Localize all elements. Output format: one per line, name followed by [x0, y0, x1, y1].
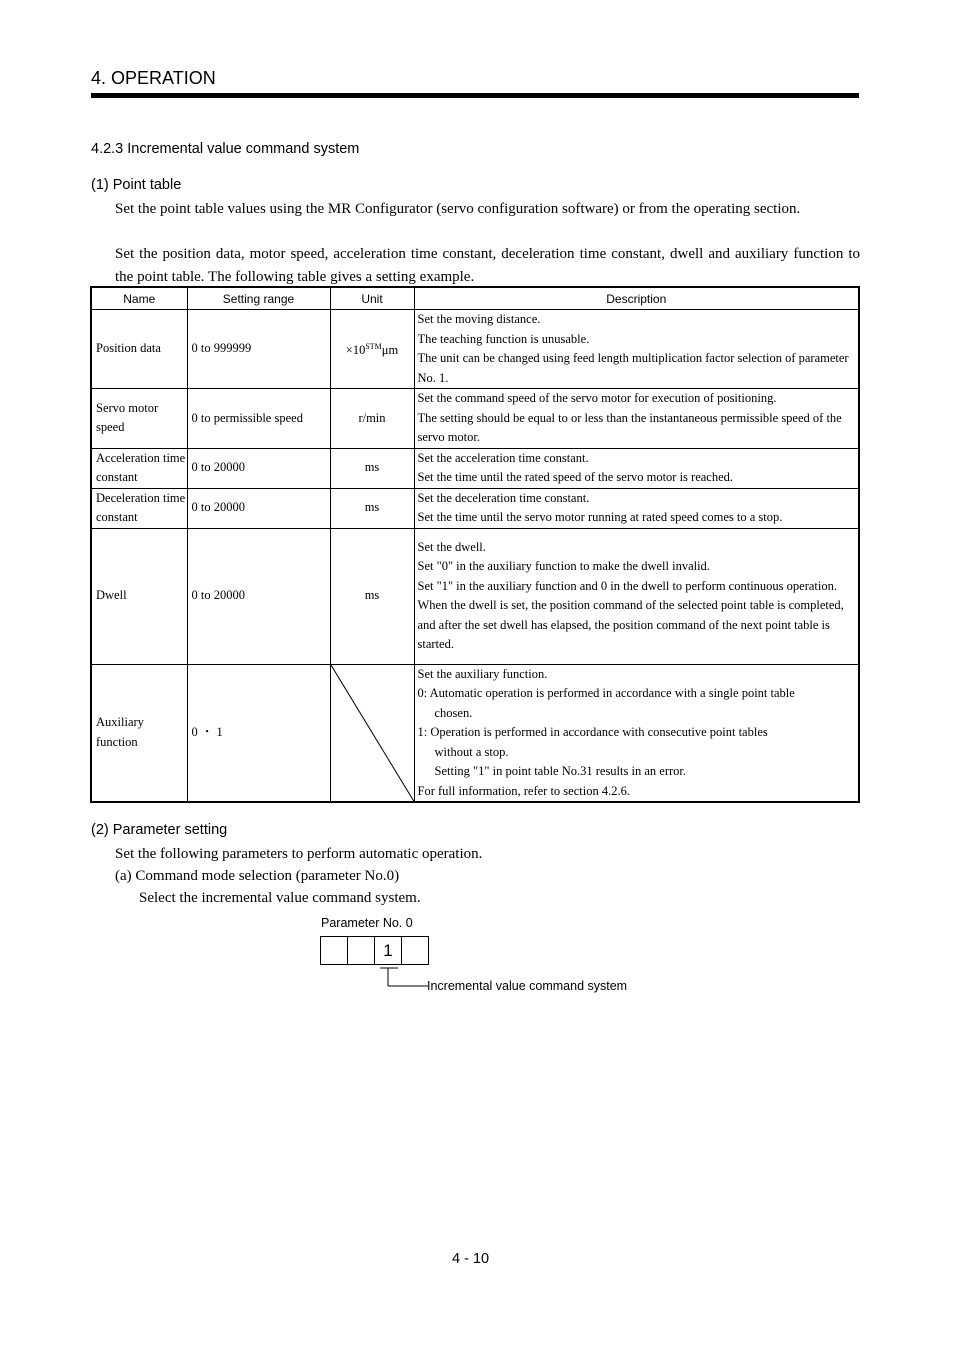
row-name: Deceleration time constant — [91, 488, 187, 528]
command-mode-text: Select the incremental value command system. — [139, 890, 421, 906]
row-unit: ms — [330, 488, 414, 528]
parameter-digit — [401, 936, 429, 965]
row-description — [414, 528, 859, 664]
col-header-description: Description — [414, 287, 859, 310]
parameter-diagram-label: Parameter No. 0 — [321, 916, 413, 930]
col-header-range: Setting range — [187, 287, 330, 310]
desc-line: chosen. — [434, 705, 473, 720]
row-range: 0 to 20000 — [187, 528, 330, 664]
row-name: Dwell — [91, 528, 187, 664]
row-description — [414, 488, 859, 528]
parameter-digit — [347, 936, 375, 965]
desc-line: Set "1" in the auxiliary function and 0 in the dwell to perform continuous operation. — [417, 578, 837, 593]
row-description — [414, 310, 859, 389]
row-range: 0 to permissible speed — [187, 389, 330, 449]
row-description — [414, 448, 859, 488]
chapter-title: 4. OPERATION — [91, 68, 216, 88]
table-row — [91, 488, 859, 528]
desc-line: For full information, refer to section 4.2.6. — [417, 783, 630, 798]
page-number: 4 - 10 — [452, 1251, 490, 1267]
point-table-heading: (1) Point table — [91, 177, 182, 193]
desc-line: Set the time until the rated speed of the servo motor is reached. — [417, 470, 734, 484]
row-range: 0 to 999999 — [187, 310, 330, 389]
point-table-para-1: Set the point table values using the MR Configurator (servo configuration software) or from the operating section. — [115, 201, 801, 217]
row-range: 0 to 20000 — [187, 448, 330, 488]
callout-bracket — [378, 966, 428, 990]
unit-prefix: ×10 — [345, 343, 366, 358]
desc-line: Set the command speed of the servo motor for execution of positioning. — [417, 391, 777, 405]
desc-line: Setting "1" in point table No.31 results in an error. — [434, 764, 686, 778]
row-unit: ms — [330, 528, 414, 664]
desc-line: The setting should be equal to or less than the instantaneous permissible speed of the servo motor. — [417, 410, 842, 444]
row-range: 0 to 20000 — [187, 488, 330, 528]
unit-suffix: μm — [381, 343, 399, 358]
desc-line: The unit can be changed using feed length multiplication factor selection of parameter No. 1. — [417, 351, 849, 385]
desc-line: Set the dwell. — [417, 539, 486, 554]
row-unit: ms — [330, 448, 414, 488]
row-unit — [330, 310, 414, 389]
parameter-digit-boxes — [320, 936, 429, 965]
point-table — [90, 286, 860, 803]
desc-line: without a stop. — [434, 744, 509, 759]
row-description — [414, 664, 859, 802]
header-rule — [91, 93, 859, 98]
table-row — [91, 310, 859, 389]
desc-line: The teaching function is unusable. — [417, 331, 590, 346]
row-name: Auxiliary function — [91, 664, 187, 802]
desc-line: 1: Operation is performed in accordance with consecutive point tables — [417, 725, 768, 739]
desc-line: When the dwell is set, the position command of the selected point table is completed, and after the set dwell has elapsed, the position command of the next point table is started. — [417, 598, 844, 651]
unit-not-applicable-cell — [330, 664, 414, 802]
unit-superscript: STM — [365, 342, 382, 352]
desc-line: Set "0" in the auxiliary function to make the dwell invalid. — [417, 559, 710, 573]
row-range: 0 ・ 1 — [187, 664, 330, 802]
callout-label: Incremental value command system — [427, 979, 628, 993]
desc-line: Set the deceleration time constant. — [417, 490, 590, 505]
desc-line: 0: Automatic operation is performed in accordance with a single point table — [417, 686, 795, 700]
desc-line: Set the time until the servo motor running at rated speed comes to a stop. — [417, 510, 783, 524]
row-name: Servo motor speed — [91, 389, 187, 449]
desc-line: Set the auxiliary function. — [417, 666, 548, 681]
table-row — [91, 448, 859, 488]
row-name: Position data — [91, 310, 187, 389]
col-header-name: Name — [91, 287, 187, 310]
row-name: Acceleration time constant — [91, 448, 187, 488]
diagonal-line — [331, 665, 414, 802]
table-header-row — [91, 287, 859, 310]
point-table-para-2: Set the position data, motor speed, acceleration time constant, deceleration time constant, dwell and auxiliary function to the point table. The following table gives a setting example. — [115, 246, 860, 285]
parameter-setting-heading: (2) Parameter setting — [91, 822, 228, 838]
row-unit: r/min — [330, 389, 414, 449]
parameter-setting-intro: Set the following parameters to perform automatic operation. — [115, 846, 483, 862]
desc-line: Set the moving distance. — [417, 312, 541, 326]
parameter-digit: 1 — [374, 936, 402, 965]
parameter-digit — [320, 936, 348, 965]
table-row — [91, 664, 859, 802]
table-row — [91, 528, 859, 664]
command-mode-item: (a) Command mode selection (parameter No.0) — [115, 868, 400, 884]
table-row — [91, 389, 859, 449]
desc-line: Set the acceleration time constant. — [417, 450, 589, 465]
row-description — [414, 389, 859, 449]
section-title: 4.2.3 Incremental value command system — [91, 141, 360, 157]
col-header-unit: Unit — [330, 287, 414, 310]
